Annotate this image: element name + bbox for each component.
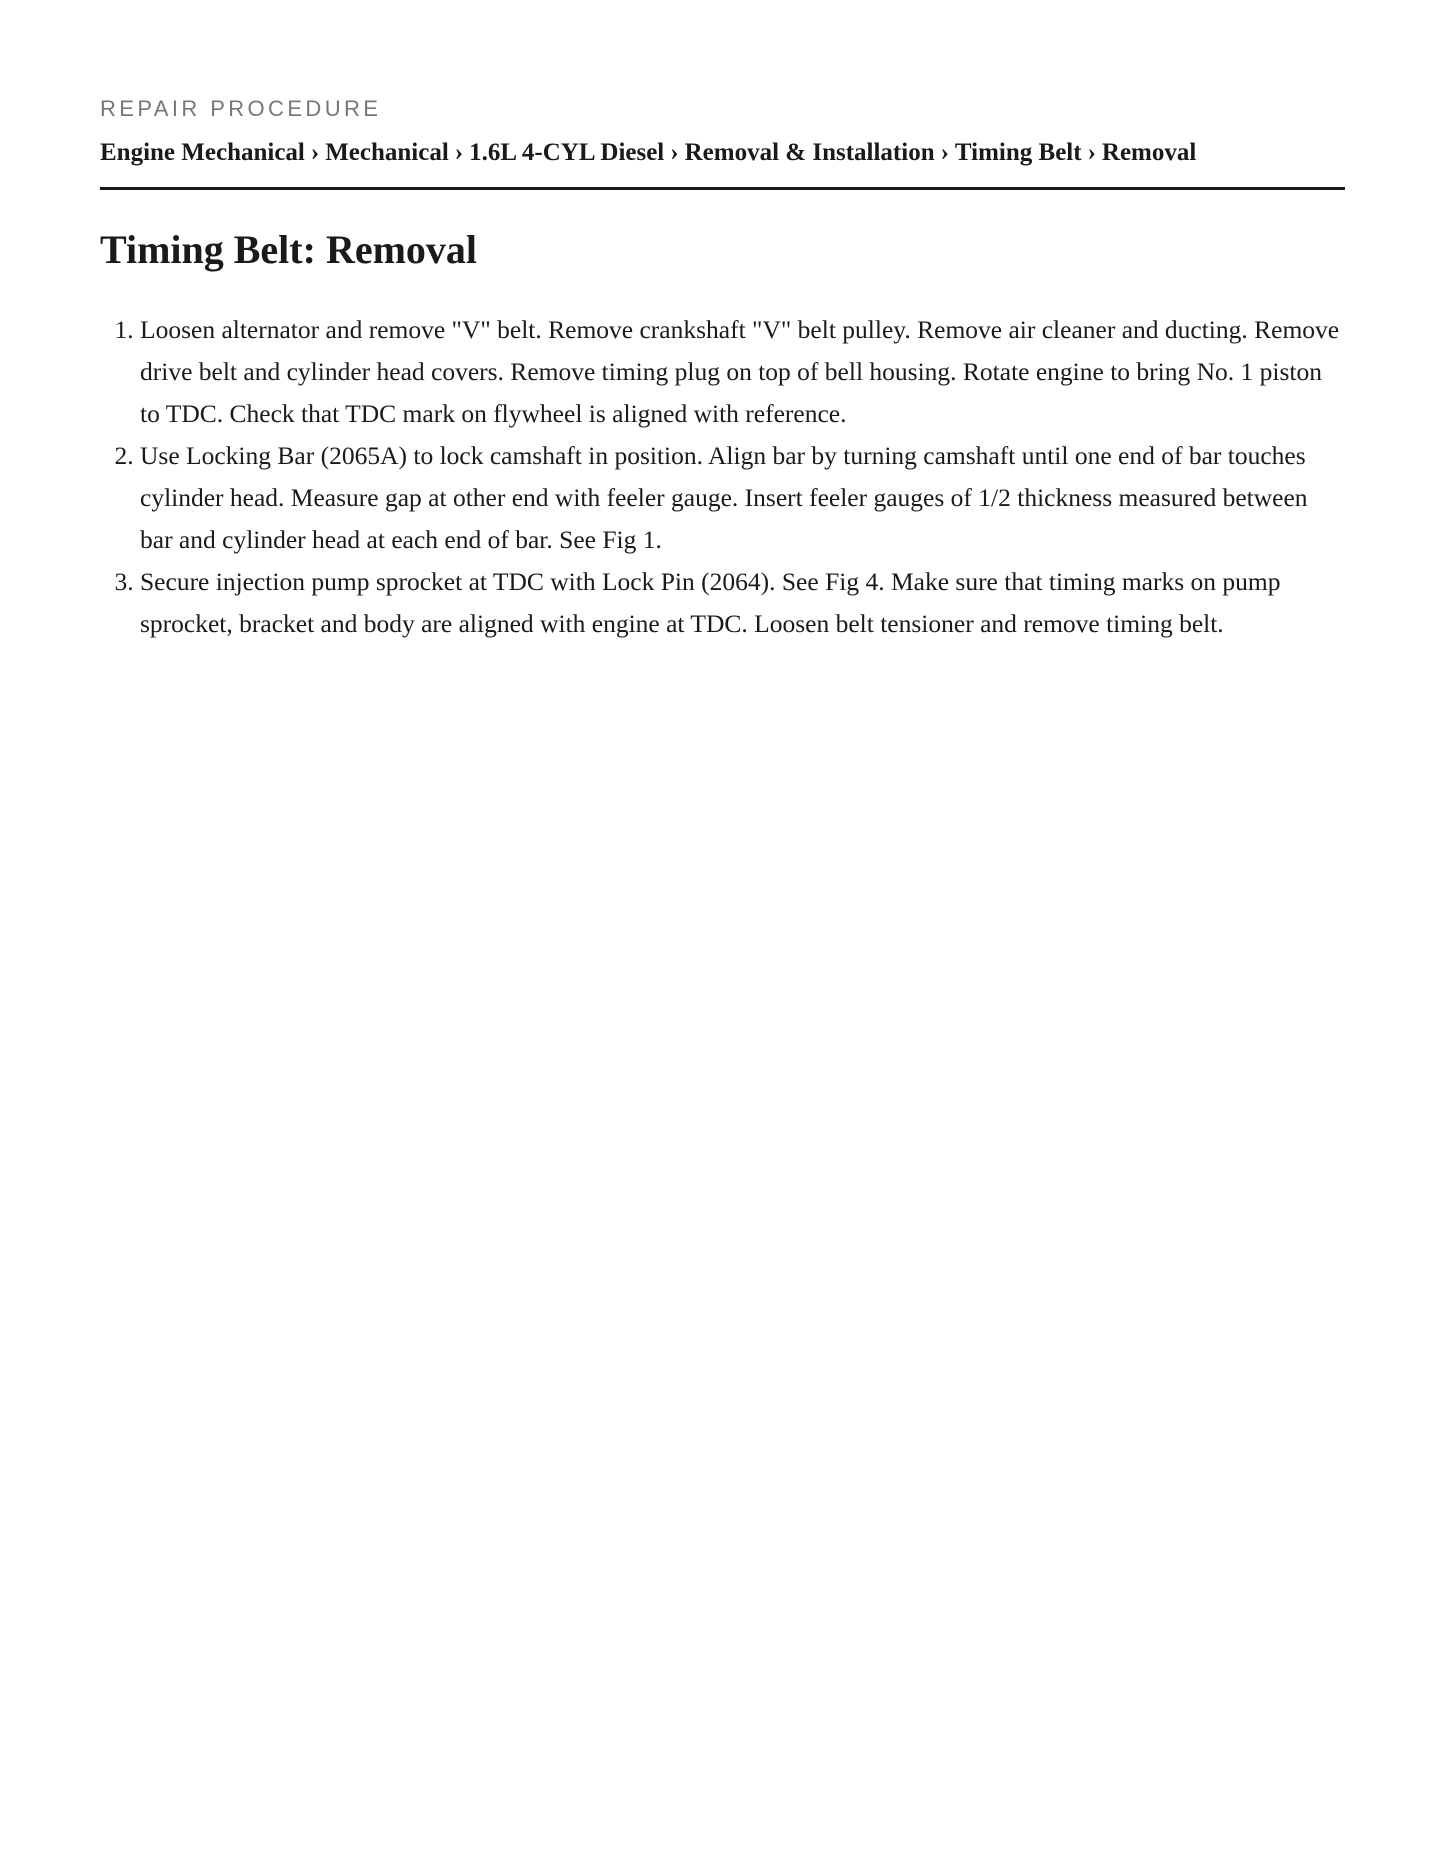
breadcrumb-separator: › <box>454 139 464 166</box>
breadcrumb-item-removal-installation[interactable]: Removal & Installation <box>684 139 935 166</box>
procedure-step: 1. Loosen alternator and remove "V" belt. Remove crankshaft "V" belt pulley. Remove air cleaner and ducting. Remove drive belt and cylinder head covers. Remove timing plug on top of bell housing. Rotate engine to bring No. 1 piston to TDC. Check that TDC mark on flywheel is aligned with reference. <box>140 309 1345 435</box>
breadcrumb-separator: › <box>940 139 949 166</box>
breadcrumb-separator: › <box>670 139 679 166</box>
breadcrumb-item-engine-mechanical[interactable]: Engine Mechanical <box>100 139 305 166</box>
breadcrumb-separator: › <box>1087 139 1096 166</box>
page-title: Timing Belt: Removal <box>100 227 478 272</box>
header-divider <box>100 187 1345 190</box>
section-kicker: REPAIR PROCEDURE <box>100 96 382 121</box>
breadcrumb-item-engine-variant[interactable]: 1.6L 4-CYL Diesel <box>469 139 665 166</box>
breadcrumb-item-timing-belt[interactable]: Timing Belt <box>954 139 1082 166</box>
breadcrumb <box>100 138 1196 168</box>
procedure-step: 2. Use Locking Bar (2065A) to lock camshaft in position. Align bar by turning camshaft until one end of bar touches cylinder head. Measure gap at other end with feeler gauge. Insert feeler gauges of 1/2 thickness measured between bar and cylinder head at each end of bar. See Fig 1. <box>140 435 1345 561</box>
breadcrumb-item-removal: Removal <box>1101 139 1197 166</box>
breadcrumb-separator: › <box>310 139 320 166</box>
procedure-steps <box>100 309 1345 645</box>
procedure-step: 3. Secure injection pump sprocket at TDC with Lock Pin (2064). See Fig 4. Make sure that timing marks on pump sprocket, bracket and body are aligned with engine at TDC. Loosen belt tensioner and remove timing belt. <box>140 561 1345 645</box>
breadcrumb-item-mechanical[interactable]: Mechanical <box>325 139 449 166</box>
